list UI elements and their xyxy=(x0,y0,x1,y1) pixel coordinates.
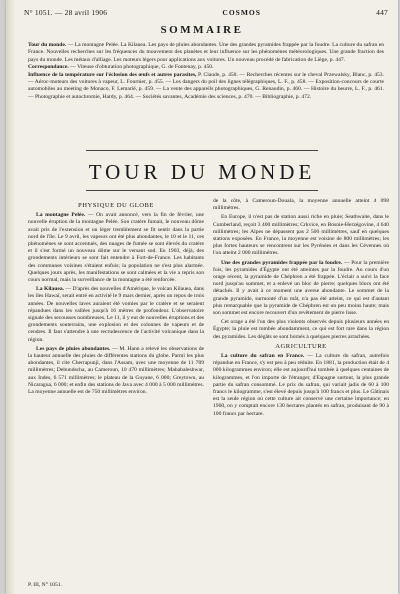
page-footer: P. III, N° 1051. xyxy=(28,582,62,588)
article-paragraph xyxy=(28,212,204,284)
page xyxy=(6,0,398,594)
article-text: — Pour la première fois, les pyramides d'Égypte ont été atteintes par la foudre. Au cours d'un orage récent, la pyramide de Chéphren a été frappée. L'éclair a suivi la face nord jusqu'au sommet, et a enlevé un bloc de pierre; quelques blocs ont été détachés. Il y avait à ce moment une averse abondante. Le sommet de la grande pyramide, surmonté d'un mât, n'a pas été atteint, ce qui est d'autant plus remarquable que la pyramide de Chéphren est un peu moins haute; mais son sommet est encore recouvert d'un revêtement de pierre lisse. xyxy=(213,259,389,317)
article-continuation: de la côte, à Cameroun-Douala, la moyenne annuelle atteint 4 098 millimètres. xyxy=(213,198,389,212)
article-heading: La Kilauea. xyxy=(36,286,65,293)
article-text: — M. Hann a relevé les observations de la hauteur annuelle des pluies de différentes stations du globe. Parmi les plus abondantes, il cite Cherrapunji, dans l'Assam, avec une moyenne de 11 789 millimètres; Debundscha, au Cameroun, 10 470 millimètres; Mahabaleshwar, aux Indes, 6 571 millimètres; le plateau de la Guyane, 6 000; Greytown, au Nicaragua, 6 000; et enfin des stations de Java avec 4 000 à 5 000 millimètres. La moyenne annuelle est de 750 millimètres environ. xyxy=(28,345,204,396)
sommaire-item-label: Tour du monde. xyxy=(28,42,67,48)
article-text: — D'après des nouvelles d'Amérique, le volcan Kilauea, dans les îles Hawaï, serait entré en activité le 9 mars dernier, après un repos de trois années. De nouvelles laves auraient été vomies par le cratère et se seraient répandues dans les vallées jusqu'à 16 mètres de profondeur. L'observatoire signale des secousses nombreuses. Le 11, il y eut de nouvelles éruptions et des grondements souterrains, une explosion et des colonnes de vapeurs et de cendres. Il faut s'attendre à une recrudescence de l'activité volcanique dans la région. xyxy=(28,286,204,343)
sommaire-item xyxy=(28,64,384,71)
sommaire-item-text: P. Claude, p. 450. — Recherches récentes sur le cheval Przewalsky, Blanc, p. 453. — Aéroc-moteurs des voitures à vapeur, L. Fournier, p. 455. — Les dangers du poil des lignes télégraphiques, L. F., p. 458. — Exposition-concours de courte automobiles au meeting de Monaco, F. Lemarié, p. 459. — La vente des appareils photographiques, G. Renaudin, p. 460. — Histoire du beurre, L. F., p. 461. — Photographie et autochromie, Hardy, p. 464. — Sociétés savantes, Académie des sciences, p. 470. — Bibliographie, p. 472. xyxy=(28,71,384,100)
sommaire-item xyxy=(28,42,384,64)
section-title: TOUR DU MONDE xyxy=(88,160,316,184)
issue-number: N° 1051. — 28 avril 1906 xyxy=(24,7,108,17)
sommaire-item-label: Influence de la température sur l'éclosion des œufs et autres parasites, xyxy=(28,71,197,78)
article-heading: La culture du safran en France. xyxy=(221,353,305,360)
article-text: Cet orage a été l'un des plus violents observés depuis plusieurs années en Égypte; la pluie est tombée abondamment, ce qui est fort rare dans la région des pyramides. Les dégâts se sont bornés à quelques pierres arrachées. xyxy=(213,319,389,340)
article-paragraph xyxy=(213,319,389,341)
article-paragraph xyxy=(28,286,204,344)
sommaire-item-label: Correspondance. xyxy=(28,64,69,71)
page-header xyxy=(24,6,388,18)
article-paragraph xyxy=(213,260,389,318)
divider xyxy=(86,150,318,151)
article-text: En Europe, il n'est pas de station aussi riche en pluie; Seathwaite, dans le Cumberland, reçoit 3 400 millimètres; Crkvice, en Bosnie-Herzégovine, 4 640 millimètres; les Alpes ne dépassent pas 2 500 millimètres, sauf en quelques stations exposées. En France, la moyenne est voisine de 800 millimètres; les plus fortes hauteurs se rencontrent sur les Pyrénées et dans les Cévennes où l'on atteint 2 000 millimètres. xyxy=(213,214,389,257)
article-heading: La montagne Pelée. xyxy=(36,212,86,219)
article-text: — La culture du safran, autrefois répandue en France, s'y est peu à peu réduite. En 1881, la production était de 4 000 kilogrammes environ; elle est aujourd'hui tombée à quelques centaines de kilogrammes, et l'on importe de l'étranger, d'Espagne surtout, la plus grande partie du safran consommé. Le prix du safran, qui variait jadis de 60 à 100 francs le kilogramme, s'est élevé depuis jusqu'à 100 francs et plus. Le Gâtinais est la seule région où cette culture ait conservé une certaine importance; en 1900, on y comptait encore 130 hectares plantés en safran, produisant de 90 à 100 francs par hectare. xyxy=(213,353,389,417)
article-heading: Les pays de pluies abondantes. xyxy=(36,345,111,352)
article-heading: Une des grandes pyramides frappée par la foudre. xyxy=(221,259,343,266)
section-subhead: AGRICULTURE xyxy=(275,342,327,350)
sommaire-item xyxy=(28,72,384,102)
article-paragraph xyxy=(28,346,204,396)
sommaire-item-text: — Viteuse d'obturation photographique, G. de Fontenay, p. 450. xyxy=(70,64,214,71)
article-paragraph xyxy=(213,214,389,257)
right-column xyxy=(213,198,389,420)
sommaire-item-text: — La montagne Pelée. La Kilauea. Les pays de pluies abondantes. Une des grandes pyramides frappée par la foudre. La culture du safran en France. Nouvelles recherches sur les fréquences du mouvement des planètes et leur influence sur les phénomènes météorologiques. Une grande fraction des pays du monde. Les métaux d'alliage. Les moteurs légers pour applications aux voitures. Un nouveau procédé de fabrication de Liège, p. 447. xyxy=(28,42,384,63)
sommaire-body xyxy=(28,42,384,101)
sommaire-title: SOMMAIRE xyxy=(160,24,244,36)
left-column xyxy=(28,200,204,398)
divider xyxy=(86,190,318,191)
section-subhead: PHYSIQUE DU GLOBE xyxy=(78,202,154,209)
journal-name: COSMOS xyxy=(222,7,261,17)
article-paragraph xyxy=(213,353,389,418)
page-number: 447 xyxy=(376,7,388,17)
article-text: — On avait annoncé, vers la fin de février, une nouvelle éruption de la montagne Pelée. Son cratère fumait, le nouveau dôme avait pris de l'extension et un léger tremblement se fit sentir dans la partie nord de l'île. Le 9 avril, les vapeurs ont été plus abondantes, le 10 et le 11, ces phénomènes se sont accentués, des nuages de fumée se sont élevés du cratère et il s'est formé un nouveau dôme sur le versant sud. En 1903, déjà, des grondements intérieurs se sont fait entendre à Fort-de-France. Les habitants des communes voisines s'étaient enfuis; la population ne s'est plus alarmée. Quelques jours après, les manifestations se sont calmées et la vie a repris son cours normal, mais la surveillance de la montagne a été renforcée. xyxy=(28,212,204,284)
